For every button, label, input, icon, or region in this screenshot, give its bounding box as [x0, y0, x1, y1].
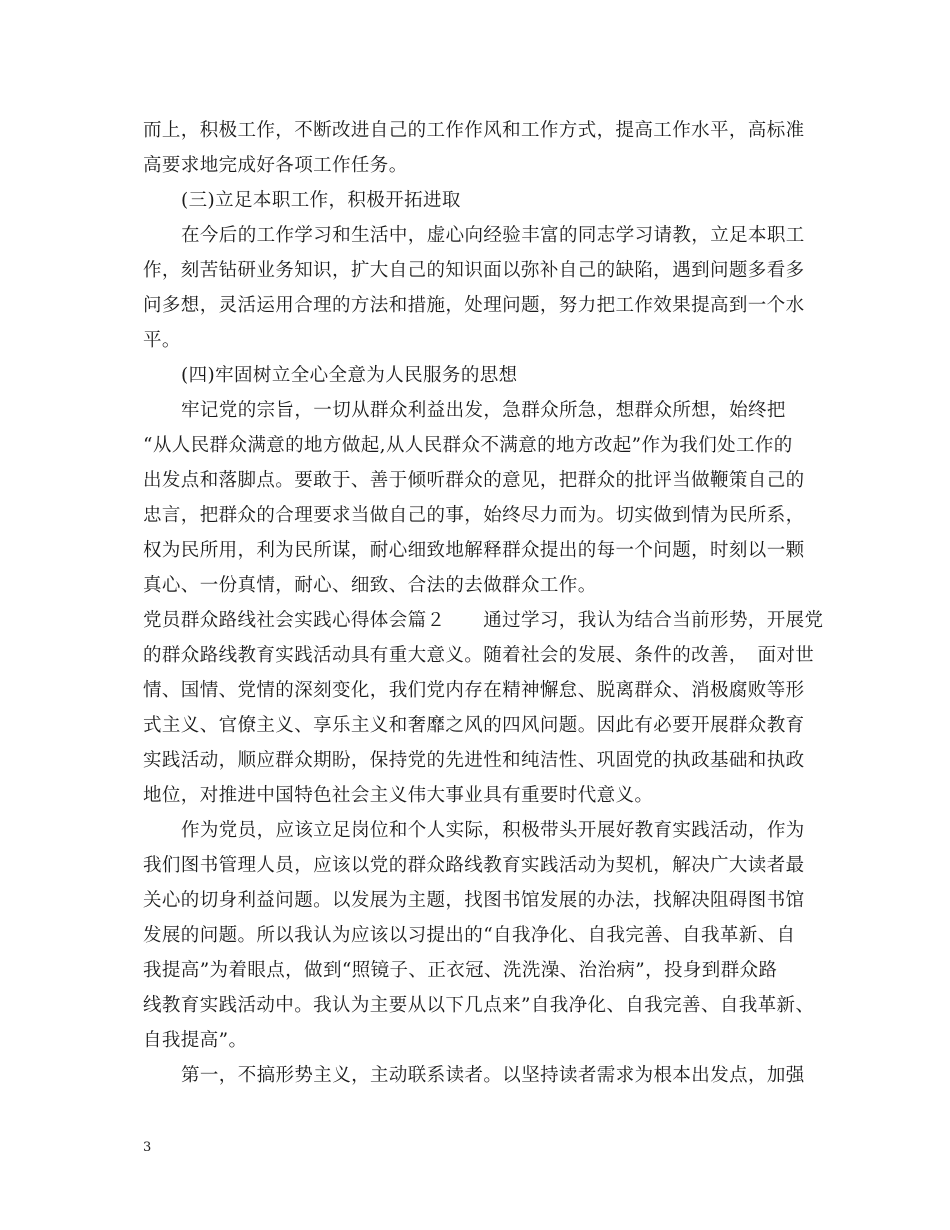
text-line: 情、国情、党情的深刻变化，我们党内存在精神懈怠、脱离群众、消极腐败等形 — [143, 680, 805, 701]
text-line: 实践活动，顺应群众期盼，保持党的先进性和纯洁性、巩固党的执政基础和执政 — [143, 750, 805, 771]
text-line: (三)立足本职工作，积极开拓进取 — [181, 190, 461, 211]
text-line: 的群众路线教育实践活动具有重大意义。随着社会的发展、条件的改善， 面对世 — [143, 645, 815, 666]
text-line: 出发点和落脚点。要敢于、善于倾听群众的意见，把群众的批评当做鞭策自己的 — [143, 470, 805, 491]
text-line: 真心、一份真情，耐心、细致、合法的去做群众工作。 — [143, 575, 597, 596]
text-line: 高要求地完成好各项工作任务。 — [143, 155, 408, 176]
text-line: 第一，不搞形势主义，主动联系读者。以坚持读者需求为根本出发点，加强 — [181, 1065, 805, 1086]
text-line: 自我提高”。 — [143, 1030, 248, 1051]
text-line: 平。 — [143, 330, 181, 351]
text-line: 地位，对推进中国特色社会主义伟大事业具有重要时代意义。 — [143, 785, 654, 806]
text-line: (四)牢固树立全心全意为人民服务的思想 — [181, 365, 518, 386]
text-line: 式主义、官僚主义、享乐主义和奢靡之风的四风问题。因此有必要开展群众教育 — [143, 715, 805, 736]
text-line: 忠言，把群众的合理要求当做自己的事，始终尽力而为。切实做到情为民所系， — [143, 505, 805, 526]
text-line: 问多想，灵活运用合理的方法和措施，处理问题，努力把工作效果提高到一个水 — [143, 295, 805, 316]
text-line: 作为党员，应该立足岗位和个人实际，积极带头开展好教育实践活动，作为 — [181, 820, 805, 841]
text-line: 在今后的工作学习和生活中，虚心向经验丰富的同志学习请教，立足本职工 — [181, 225, 805, 246]
text-line: 我提高”为着眼点，做到“照镜子、正衣冠、洗洗澡、治治病”，投身到群众路 — [143, 960, 778, 981]
text-line: 我们图书管理人员，应该以党的群众路线教育实践活动为契机，解决广大读者最 — [143, 855, 805, 876]
page-number: 3 — [143, 1140, 152, 1155]
text-line: 牢记党的宗旨，一切从群众利益出发，急群众所急，想群众所想，始终把 — [181, 400, 786, 421]
text-line: 党员群众路线社会实践心得体会篇２ 通过学习，我认为结合当前形势，开展党 — [143, 610, 824, 631]
body-text — [143, 113, 823, 1093]
text-line: 而上，积极工作，不断改进自己的工作作风和工作方式，提高工作水平，高标准 — [143, 120, 805, 141]
text-line: 权为民所用，利为民所谋，耐心细致地解释群众提出的每一个问题，时刻以一颗 — [143, 540, 805, 561]
text-line: 线教育实践活动中。我认为主要从以下几点来”自我净化、自我完善、自我革新、 — [143, 995, 815, 1016]
text-line: 发展的问题。所以我认为应该以习提出的“自我净化、自我完善、自我革新、自 — [143, 925, 796, 946]
text-line: “从人民群众满意的地方做起,从人民群众不满意的地方改起”作为我们处工作的 — [143, 435, 793, 456]
text-line: 作，刻苦钻研业务知识，扩大自己的知识面以弥补自己的缺陷，遇到问题多看多 — [143, 260, 805, 281]
text-line: 关心的切身利益问题。以发展为主题，找图书馆发展的办法，找解决阻碍图书馆 — [143, 890, 805, 911]
